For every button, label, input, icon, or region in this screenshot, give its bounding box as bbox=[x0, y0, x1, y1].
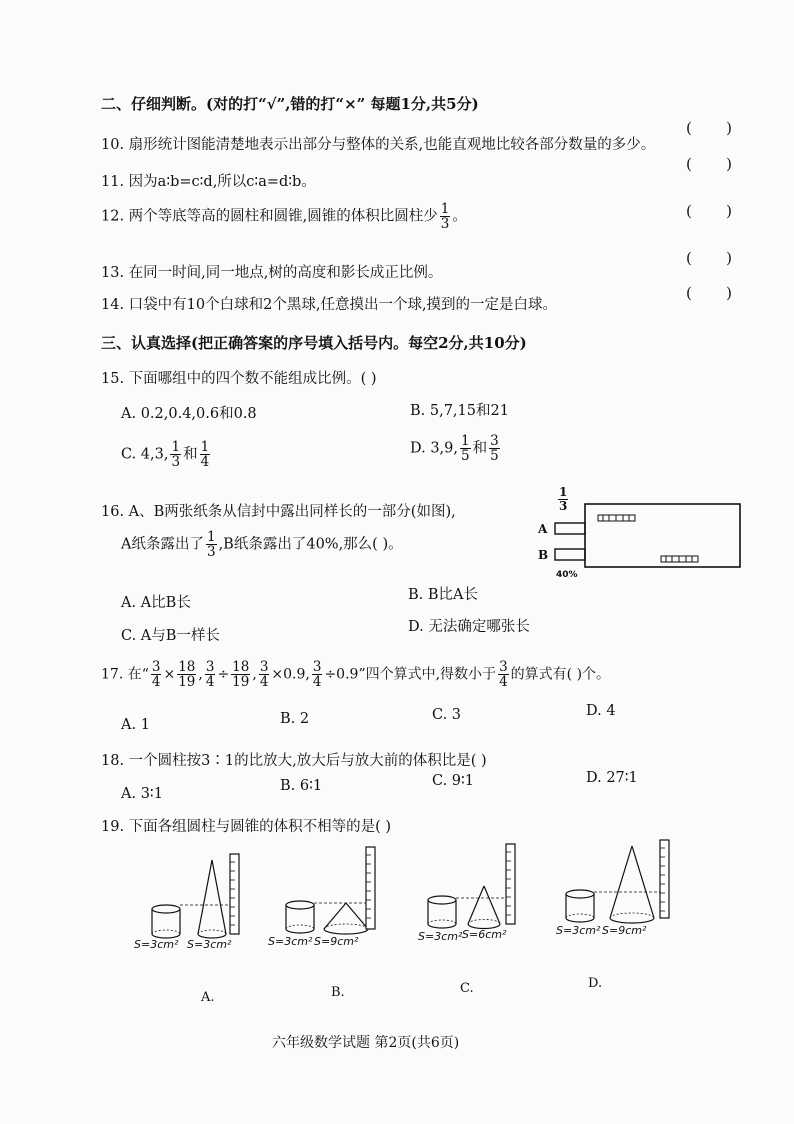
question-12: 12. 两个等底等高的圆柱和圆锥,圆锥的体积比圆柱少 $\frac{1}{3}$ 。 bbox=[101, 201, 467, 233]
q19-figure-a-caption: A. bbox=[201, 990, 215, 1005]
q17-option-c: C. 3 bbox=[432, 707, 462, 723]
q18-option-c: C. 9∶1 bbox=[432, 773, 475, 789]
question-16-line-2: A纸条露出了 $\frac{1}{3}$ ,B纸条露出了40%,那么( )。 bbox=[121, 529, 403, 561]
q19-figure-d-drawing bbox=[556, 836, 686, 936]
q19-figure-a-drawing bbox=[132, 848, 252, 948]
section-3-title: 三、认真选择(把正确答案的序号填入括号内。每空2分,共10分) bbox=[101, 334, 527, 352]
question-11: 11. 因为a∶b=c∶d,所以c∶a=d∶b。 bbox=[101, 174, 316, 190]
q16-option-a: A. A比B长 bbox=[121, 595, 191, 611]
q19-figure-c-drawing bbox=[416, 840, 541, 940]
envelope-figure: $\frac{1}{3}$ A B 40% bbox=[548, 486, 748, 586]
q18-option-b: B. 6∶1 bbox=[280, 778, 323, 794]
q17-option-d: D. 4 bbox=[586, 703, 616, 719]
q17-option-a: A. 1 bbox=[121, 717, 150, 733]
question-19: 19. 下面各组圆柱与圆锥的体积不相等的是( ) bbox=[101, 819, 392, 835]
q16-option-d: D. 无法确定哪张长 bbox=[408, 619, 530, 635]
q15-option-a: A. 0.2,0.4,0.6和0.8 bbox=[121, 406, 257, 422]
q19-figure-c: S=3cm² S=6cm² bbox=[416, 840, 541, 955]
question-10: 10. 扇形统计图能清楚地表示出部分与整体的关系,也能直观地比较各部分数量的多少。 bbox=[101, 137, 656, 153]
q19-figure-b-caption: B. bbox=[331, 985, 345, 1000]
q18-option-a: A. 3∶1 bbox=[121, 786, 163, 802]
fraction-one-third: $\frac{1}{3}$ bbox=[440, 201, 450, 233]
q19-figure-d-caption: D. bbox=[588, 976, 603, 991]
question-18: 18. 一个圆柱按3∶1的比放大,放大后与放大前的体积比是( ) bbox=[101, 753, 487, 769]
q15-option-d: D. 3,9, $\frac{1}{5}$ 和 $\frac{3}{5}$ bbox=[410, 433, 499, 465]
fig-fraction-one-third: $\frac{1}{3}$ bbox=[559, 485, 568, 513]
q17-option-b: B. 2 bbox=[280, 711, 310, 727]
question-13: 13. 在同一时间,同一地点,树的高度和影长成正比例。 bbox=[101, 265, 443, 281]
q15-option-c: C. 4,3, $\frac{1}{3}$ 和 $\frac{1}{4}$ bbox=[121, 439, 210, 471]
q18-option-d: D. 27∶1 bbox=[586, 770, 638, 786]
q19-figure-b: S=3cm² S=9cm² bbox=[266, 843, 391, 958]
q16-option-c: C. A与B一样长 bbox=[121, 628, 220, 644]
question-14: 14. 口袋中有10个白球和2个黑球,任意摸出一个球,摸到的一定是白球。 bbox=[101, 297, 558, 313]
section-2-title: 二、仔细判断。(对的打“√”,错的打“×” 每题1分,共5分) bbox=[101, 95, 479, 113]
question-15: 15. 下面哪组中的四个数不能组成比例。( ) bbox=[101, 371, 377, 387]
q15-option-b: B. 5,7,15和21 bbox=[410, 403, 509, 419]
q16-option-b: B. B比A长 bbox=[408, 587, 479, 603]
question-16-line-1: 16. A、B两张纸条从信封中露出同样长的一部分(如图), bbox=[101, 504, 456, 520]
page-footer: 六年级数学试题 第2页(共6页) bbox=[272, 1035, 460, 1051]
question-17: 17. 在“ $\frac{3}{4}$ × $\frac{18}{19}$ , $\frac{3}{4}$ ÷ $\frac{18}{19}$ , $\frac{3}{4}$ ×0.9, $\frac{3}{4}$ ÷0.9”四个算式中,得数小于 $\frac{3}{4}$ 的算式有( )个。 bbox=[101, 659, 611, 691]
q19-figure-d: S=3cm² S=9cm² bbox=[556, 836, 686, 951]
q19-figure-b-drawing bbox=[266, 843, 391, 943]
q19-figure-c-caption: C. bbox=[460, 981, 474, 996]
envelope-drawing bbox=[548, 486, 748, 586]
q19-figure-a: S=3cm² S=3cm² bbox=[132, 848, 252, 963]
